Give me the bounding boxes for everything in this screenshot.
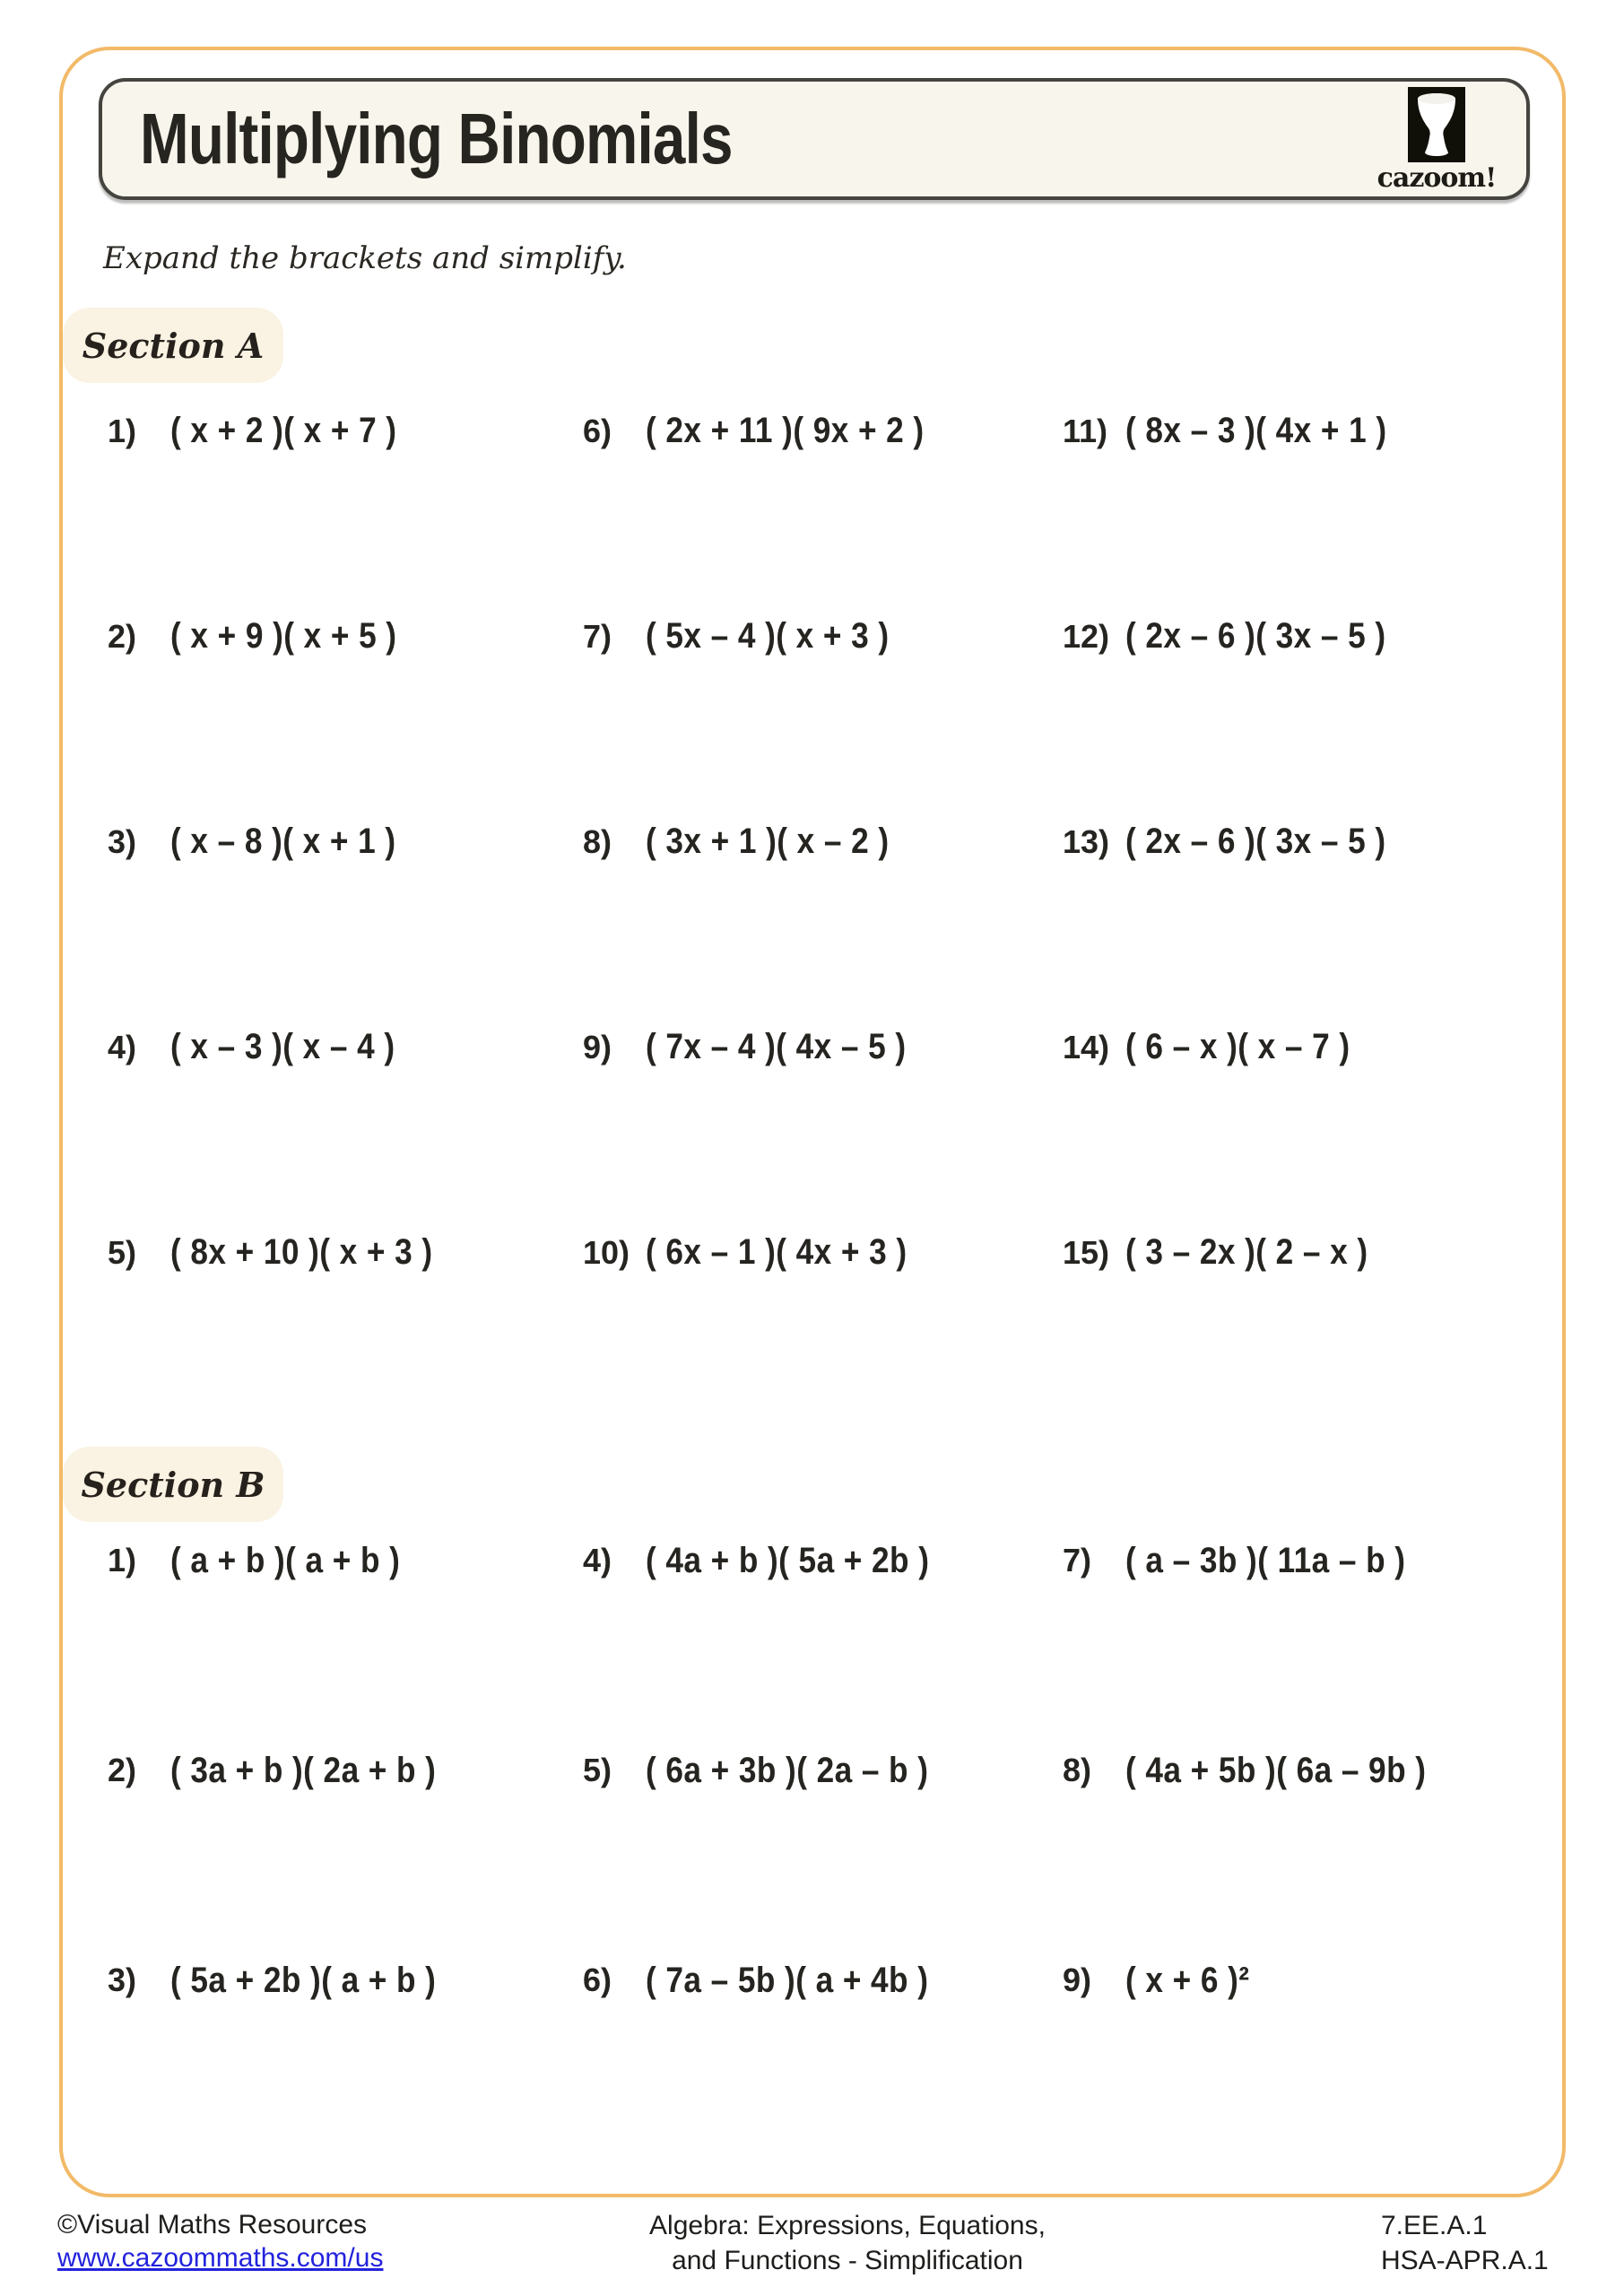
question-number: 4) <box>108 1028 137 1065</box>
question-number: 7) <box>583 617 612 655</box>
logo-text: cazoom! <box>1376 162 1497 194</box>
question-number: 13) <box>1063 822 1110 860</box>
djembe-drum-icon <box>1408 87 1465 162</box>
question-item <box>583 534 1063 739</box>
question-number: 5) <box>108 1233 137 1271</box>
question-number: 1) <box>108 1542 137 1578</box>
question-expression: ( 5x – 4 )( x + 3 ) <box>646 616 890 656</box>
question-number: 9) <box>1063 1961 1092 1998</box>
question-item <box>583 328 1063 534</box>
question-item <box>583 1456 1063 1665</box>
question-item <box>583 1665 1063 1875</box>
worksheet-title: Multiplying Binomials <box>140 99 733 178</box>
question-number: 7) <box>1063 1542 1092 1578</box>
instruction-text: Expand the brackets and simplify. <box>103 240 627 276</box>
question-expression: ( 4a + b )( 5a + 2b ) <box>646 1540 930 1580</box>
question-expression: ( 6a + 3b )( 2a – b ) <box>646 1750 929 1790</box>
question-expression: ( 7x – 4 )( 4x – 5 ) <box>646 1027 907 1066</box>
copyright-text: ©Visual Maths Resources <box>57 2210 368 2239</box>
section-b-label-text: Section B <box>81 1464 265 1505</box>
cazoom-logo <box>1365 87 1508 194</box>
question-item <box>108 1875 583 2085</box>
question-item <box>108 944 583 1150</box>
question-item <box>108 739 583 944</box>
question-expression: ( x – 8 )( x + 1 ) <box>170 822 396 861</box>
question-number: 14) <box>1063 1028 1110 1065</box>
standard-code-1: 7.EE.A.1 <box>1381 2211 1488 2240</box>
question-number: 15) <box>1063 1233 1110 1271</box>
footer-standards <box>1381 2208 1549 2278</box>
question-expression: ( a + b )( a + b ) <box>170 1540 401 1580</box>
question-expression: ( 4a + 5b )( 6a – 9b ) <box>1125 1750 1427 1790</box>
cazoom-link[interactable]: www.cazoommaths.com/us <box>57 2243 384 2273</box>
question-item <box>1063 1665 1467 1875</box>
question-expression: ( 2x – 6 )( 3x – 5 ) <box>1125 616 1386 656</box>
footer-left <box>57 2208 383 2274</box>
question-number: 6) <box>583 1961 612 1998</box>
question-item <box>108 1665 583 1875</box>
question-number: 8) <box>1063 1752 1092 1788</box>
question-number: 9) <box>583 1028 612 1065</box>
question-number: 12) <box>1063 617 1110 655</box>
question-item <box>583 1150 1063 1355</box>
question-item <box>108 1150 583 1355</box>
question-item <box>1063 739 1422 944</box>
question-expression: ( 5a + 2b )( a + b ) <box>170 1960 437 2000</box>
question-number: 8) <box>583 822 612 860</box>
question-item <box>108 328 583 534</box>
question-item <box>1063 944 1422 1150</box>
question-expression: ( x + 6 )² <box>1125 1960 1250 2000</box>
question-expression: ( 8x – 3 )( 4x + 1 ) <box>1125 411 1387 450</box>
question-number: 3) <box>108 1961 137 1998</box>
standard-code-2: HSA-APR.A.1 <box>1381 2246 1549 2275</box>
footer-topic <box>543 2208 1152 2278</box>
question-item <box>1063 1875 1467 2085</box>
question-item <box>583 1875 1063 2085</box>
question-expression: ( 2x – 6 )( 3x – 5 ) <box>1125 822 1386 861</box>
question-number: 10) <box>583 1233 630 1271</box>
question-number: 5) <box>583 1752 612 1788</box>
question-number: 11) <box>1063 412 1108 449</box>
question-expression: ( 2x + 11 )( 9x + 2 ) <box>646 411 925 450</box>
question-expression: ( 8x + 10 )( x + 3 ) <box>170 1232 433 1272</box>
question-number: 6) <box>583 412 612 449</box>
question-number: 1) <box>108 412 137 449</box>
question-expression: ( 6x – 1 )( 4x + 3 ) <box>646 1232 908 1272</box>
worksheet-header <box>99 78 1530 200</box>
section-b-questions <box>108 1456 1467 2085</box>
question-item <box>1063 1150 1422 1355</box>
topic-line-1: Algebra: Expressions, Equations, <box>649 2211 1046 2240</box>
question-number: 2) <box>108 617 137 655</box>
question-item <box>1063 328 1422 534</box>
topic-line-2: and Functions - Simplification <box>672 2246 1023 2275</box>
question-expression: ( x + 2 )( x + 7 ) <box>170 411 397 450</box>
question-expression: ( x + 9 )( x + 5 ) <box>170 616 397 656</box>
question-expression: ( 3x + 1 )( x – 2 ) <box>646 822 890 861</box>
question-expression: ( 3 – 2x )( 2 – x ) <box>1125 1232 1368 1272</box>
question-expression: ( a – 3b )( 11a – b ) <box>1125 1540 1406 1580</box>
question-item <box>583 944 1063 1150</box>
question-item <box>108 1456 583 1665</box>
question-expression: ( 3a + b )( 2a + b ) <box>170 1750 437 1790</box>
question-expression: ( x – 3 )( x – 4 ) <box>170 1027 395 1066</box>
question-item <box>108 534 583 739</box>
question-number: 3) <box>108 822 137 860</box>
question-item <box>1063 534 1422 739</box>
question-expression: ( 7a – 5b )( a + 4b ) <box>646 1960 929 2000</box>
question-expression: ( 6 – x )( x – 7 ) <box>1125 1027 1350 1066</box>
question-number: 2) <box>108 1752 137 1788</box>
section-a-label-text: Section A <box>82 325 265 366</box>
question-item <box>1063 1456 1467 1665</box>
section-a-questions <box>108 328 1422 1355</box>
question-item <box>583 739 1063 944</box>
question-number: 4) <box>583 1542 612 1578</box>
